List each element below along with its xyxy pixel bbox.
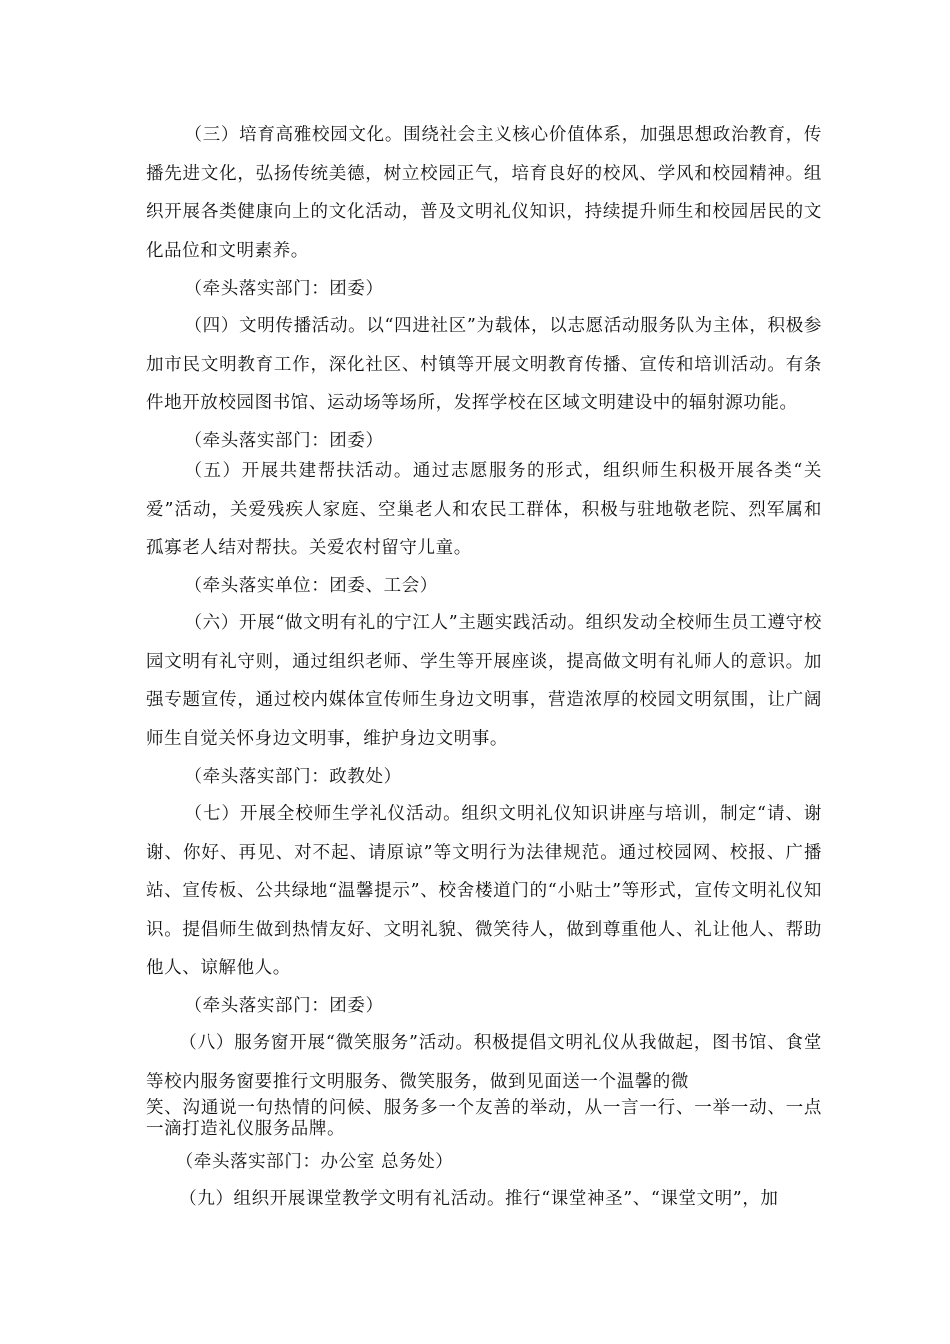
paragraph-section-8-part-1: （八）服务窗开展“微笑服务”活动。积极提倡文明礼仪从我做起，图书馆、食堂等校内服务窗要推行文明服务、微笑服务，做到见面送一个温馨的微 — [146, 1033, 822, 1092]
paragraph-section-6: （六）开展“做文明有礼的宁江人”主题实践活动。组织发动全校师生员工遵守校园文明有礼守则，通过组织老师、学生等开展座谈，提高做文明有礼师人的意识。加强专题宣传，通过校内媒体宣传师生身边文明事，营造浓厚的校园文明氛围，让广阔师生自觉关怀身边文明事，维护身边文明事。 — [146, 613, 822, 749]
paragraph-section-3: （三）培育高雅校园文化。围绕社会主义核心价值体系，加强思想政治教育，传播先进文化，弘扬传统美德，树立校园正气，培育良好的校风、学风和校园精神。组织开展各类健康向上的文化活动，普及文明礼仪知识，持续提升师生和校园居民的文化品位和文明素养。 — [146, 125, 822, 261]
lead-department-section-4: （牵头落实部门：团委） — [184, 431, 384, 451]
paragraph-section-4: （四）文明传播活动。以“四进社区”为载体，以志愿活动服务队为主体，积极参加市民文明教育工作，深化社区、村镇等开展文明教育传播、宣传和培训活动。有条件地开放校园图书馆、运动场等场所，发挥学校在区域文明建设中的辐射源功能。 — [146, 316, 822, 413]
paragraph-section-8-part-2: 笑、沟通说一句热情的问候、服务多一个友善的举动，从一言一行、一举一动、一点一滴打造礼仪服务品牌。 — [146, 1098, 822, 1139]
lead-department-section-8: （牵头落实部门：办公室 总务处） — [175, 1152, 454, 1172]
paragraph-section-9: （九）组织开展课堂教学文明有礼活动。推行“课堂神圣”、“课堂文明”，加 — [179, 1189, 779, 1209]
paragraph-section-7: （七）开展全校师生学礼仪活动。组织文明礼仪知识讲座与培训，制定“请、谢谢、你好、再见、对不起、请原谅”等文明行为法律规范。通过校园网、校报、广播站、宣传板、公共绿地“温馨提示”、校舍楼道门的“小贴士”等形式，宣传文明礼仪知识。提倡师生做到热情友好、文明礼貌、微笑待人，做到尊重他人、礼让他人、帮助他人、谅解他人。 — [146, 804, 822, 978]
lead-department-section-5: （牵头落实单位：团委、工会） — [184, 576, 438, 596]
lead-department-section-3: （牵头落实部门：团委） — [184, 279, 384, 299]
lead-department-section-6: （牵头落实部门：政教处） — [184, 767, 402, 787]
lead-department-section-7: （牵头落实部门：团委） — [184, 996, 384, 1016]
paragraph-section-5: （五）开展共建帮扶活动。通过志愿服务的形式，组织师生积极开展各类“关爱”活动，关爱残疾人家庭、空巢老人和农民工群体，积极与驻地敬老院、烈军属和孤寡老人结对帮扶。关爱农村留守儿童。 — [146, 461, 822, 558]
